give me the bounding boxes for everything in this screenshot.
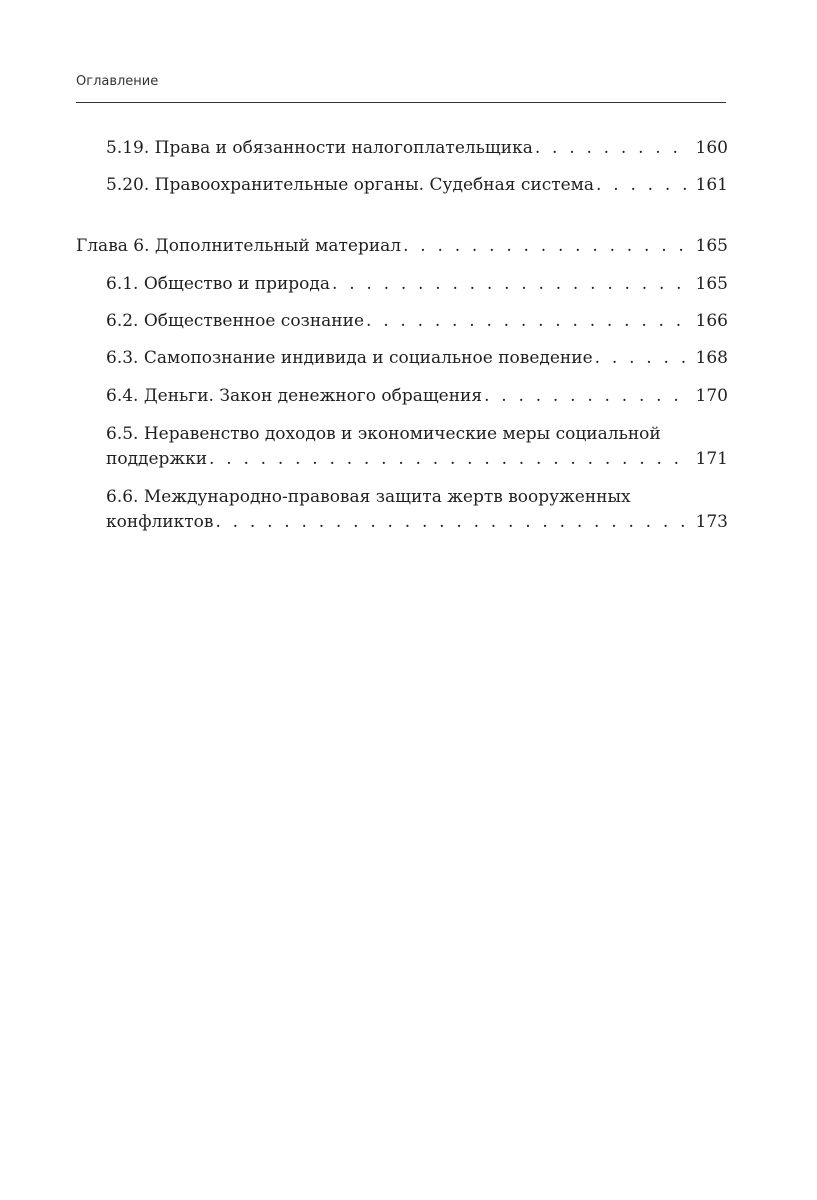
dot-leader (366, 309, 688, 334)
dot-leader (535, 136, 688, 161)
toc-page-number: 168 (695, 348, 728, 368)
toc-entry-6-5[interactable] (106, 422, 728, 472)
toc-entry-5-20[interactable] (106, 173, 728, 198)
toc-entry-6-1[interactable] (106, 272, 728, 297)
toc-page-number: 170 (695, 386, 728, 406)
toc-page-number: 165 (695, 274, 728, 294)
toc-entry-5-19[interactable] (106, 136, 728, 161)
toc-page-number: 161 (695, 175, 728, 195)
dot-leader (215, 510, 687, 535)
toc-entry-title: 6.4. Деньги. Закон денежного обращения (106, 386, 483, 406)
toc-page-number: 165 (695, 236, 728, 256)
header-rule (76, 102, 726, 103)
toc-entry-title: 6.1. Общество и природа (106, 274, 331, 294)
toc-entry-6-6[interactable] (106, 485, 728, 535)
dot-leader (484, 384, 687, 409)
toc-entry-title-continuation: поддержки (106, 449, 208, 469)
toc-entry-title: 5.19. Права и обязанности налогоплательщика (106, 138, 533, 158)
dot-leader (403, 234, 687, 259)
toc-entry-6-4[interactable] (106, 384, 728, 409)
toc-entry-6-2[interactable] (106, 309, 728, 334)
toc-entry-title: Глава 6. Дополнительный материал (76, 236, 402, 256)
toc-entry-title: 6.3. Самопознание индивида и социальное поведение (106, 348, 593, 368)
dot-leader (596, 173, 688, 198)
toc-page-number: 171 (695, 449, 728, 469)
running-head: Оглавление (76, 74, 159, 89)
toc-entry-title-continuation: конфликтов (106, 512, 214, 532)
toc-page-number: 173 (695, 512, 728, 532)
toc-entry-title: 6.5. Неравенство доходов и экономические меры социальной (106, 424, 661, 444)
toc-entry-6-3[interactable] (106, 346, 728, 371)
dot-leader (332, 272, 688, 297)
toc-page-number: 166 (695, 311, 728, 331)
toc-page-number: 160 (695, 138, 728, 158)
toc-chapter-6[interactable] (76, 234, 728, 259)
dot-leader (209, 447, 688, 472)
dot-leader (595, 346, 688, 371)
toc-entry-title: 6.2. Общественное сознание (106, 311, 365, 331)
toc-entry-title: 6.6. Международно-правовая защита жертв вооруженных (106, 487, 631, 507)
toc-entry-title: 5.20. Правоохранительные органы. Судебная система (106, 175, 595, 195)
